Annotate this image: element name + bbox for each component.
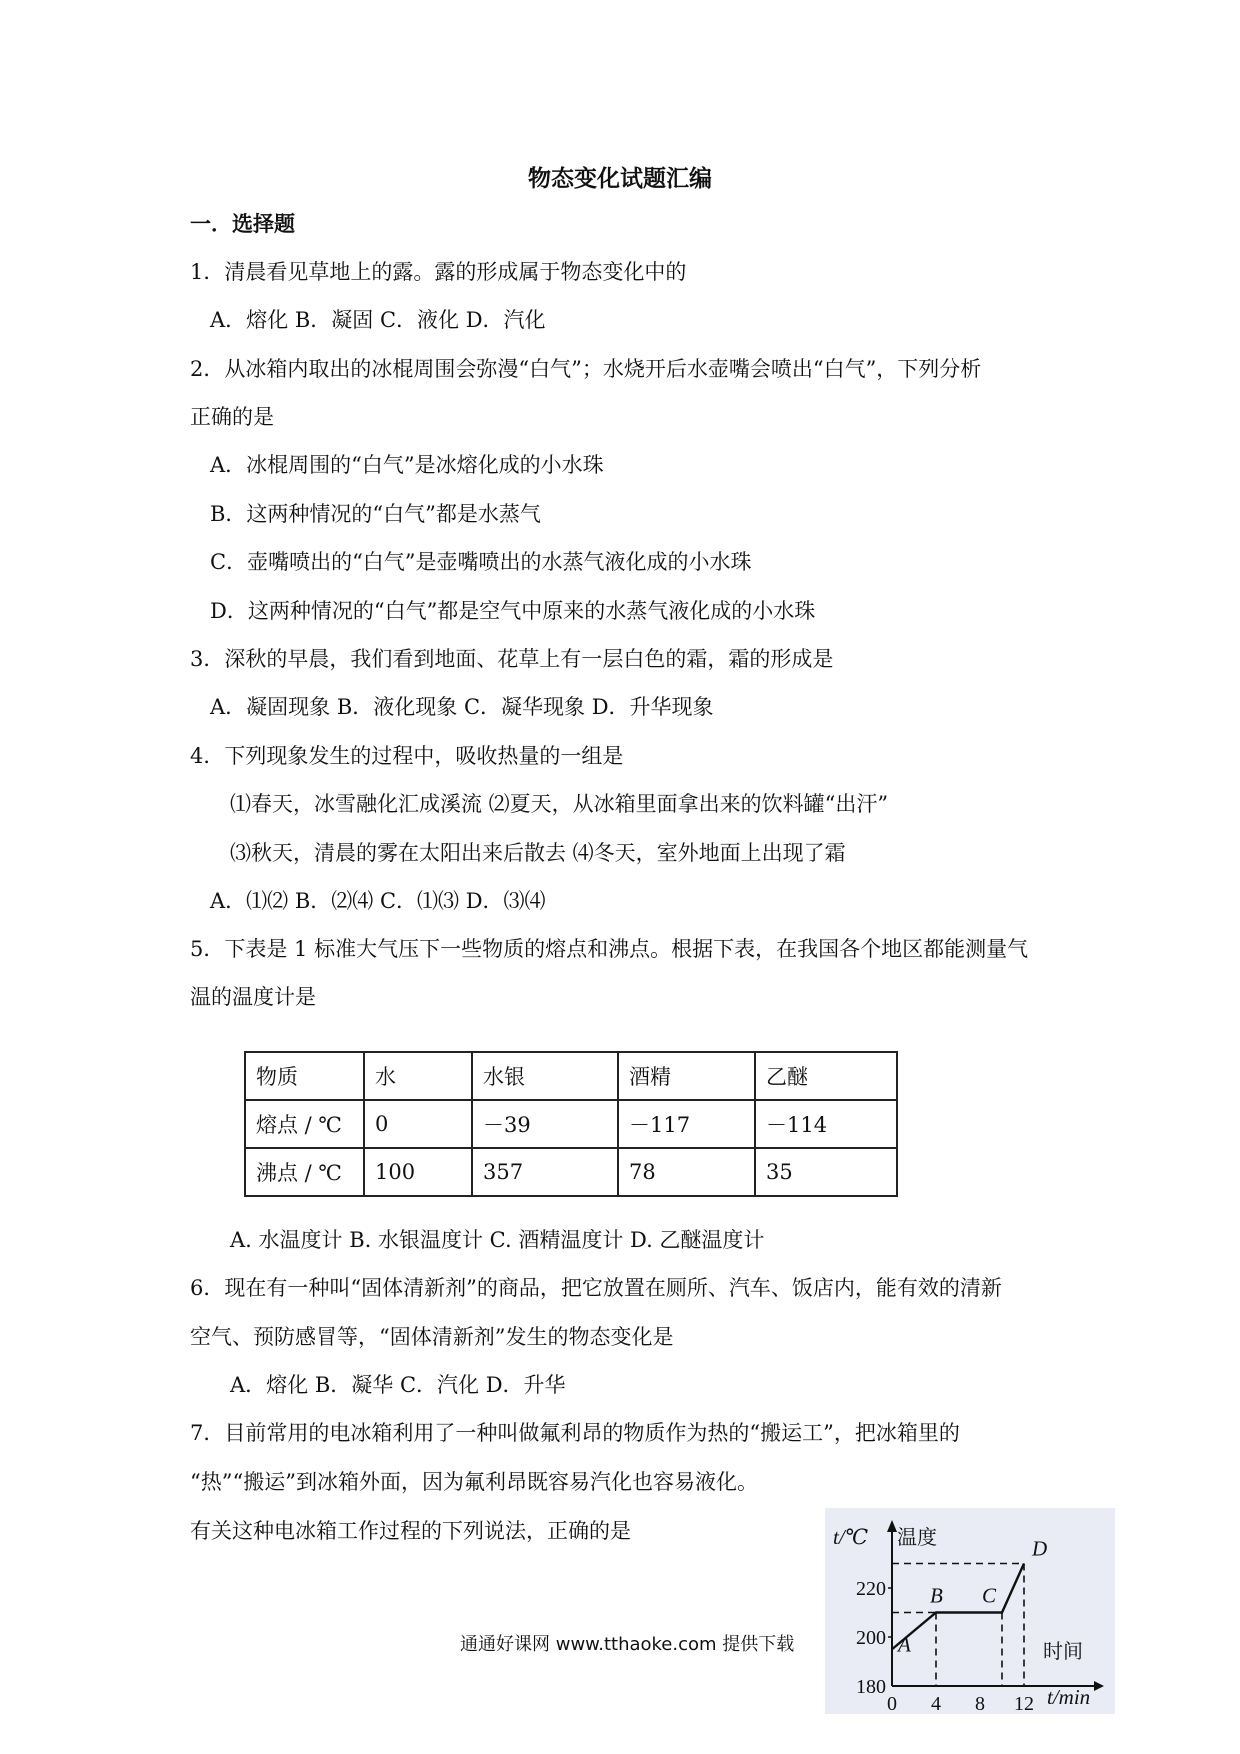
table-cell: －117 xyxy=(618,1100,755,1148)
table-cell: 0 xyxy=(364,1100,472,1148)
table-header-row xyxy=(245,1052,897,1100)
table-cell: －39 xyxy=(472,1100,618,1148)
table-cell: 酒精 xyxy=(618,1052,755,1100)
table-cell: 熔点 / ℃ xyxy=(245,1100,364,1148)
y-tick-label: 180 xyxy=(856,1676,886,1698)
table-cell: 乙醚 xyxy=(755,1052,897,1100)
question-5-options: A. 水温度计 B. 水银温度计 C. 酒精温度计 D. 乙醚温度计 xyxy=(230,1228,765,1252)
question-2-option-d: D．这两种情况的“白气”都是空气中原来的水蒸气液化成的小水珠 xyxy=(210,599,816,623)
x-tick-label: 8 xyxy=(975,1693,985,1714)
point-label-a: A xyxy=(898,1632,911,1657)
x-tick-label: 4 xyxy=(931,1693,941,1714)
section-heading: 一．选择题 xyxy=(190,212,295,236)
table-cell: 物质 xyxy=(245,1052,364,1100)
table-cell: 水 xyxy=(364,1052,472,1100)
question-4-items-2: ⑶秋天，清晨的雾在太阳出来后散去 ⑷冬天，室外地面上出现了霜 xyxy=(230,841,846,865)
question-2: 2．从冰箱内取出的冰棍周围会弥漫“白气”；水烧开后水壶嘴会喷出“白气”，下列分析 xyxy=(190,357,982,381)
x-axis-title: 时间 xyxy=(1043,1639,1083,1663)
table-cell: 沸点 / ℃ xyxy=(245,1148,364,1196)
question-3: 3．深秋的早晨，我们看到地面、花草上有一层白色的霜，霜的形成是 xyxy=(190,647,834,671)
table-cell: 100 xyxy=(364,1148,472,1196)
question-1-options: A．熔化 B．凝固 C．液化 D．汽化 xyxy=(210,308,546,332)
x-tick-label: 12 xyxy=(1014,1693,1034,1714)
table-cell: 水银 xyxy=(472,1052,618,1100)
question-7-prompt: 有关这种电冰箱工作过程的下列说法，正确的是 xyxy=(190,1519,631,1543)
point-label-c: C xyxy=(982,1583,997,1608)
question-6: 6．现在有一种叫“固体清新剂”的商品，把它放置在厕所、汽车、饭店内，能有效的清新 xyxy=(190,1276,1002,1300)
question-5-cont: 温的温度计是 xyxy=(190,985,316,1009)
y-axis-title: 温度 xyxy=(897,1525,937,1549)
y-axis-label: t/℃ xyxy=(833,1525,869,1549)
page-title: 物态变化试题汇编 xyxy=(528,166,712,192)
x-axis-label: t/min xyxy=(1047,1685,1091,1709)
table-cell: 78 xyxy=(618,1148,755,1196)
question-4: 4．下列现象发生的过程中，吸收热量的一组是 xyxy=(190,744,624,768)
table-row xyxy=(245,1100,897,1148)
question-6-options: A．熔化 B．凝华 C．汽化 D．升华 xyxy=(230,1373,566,1397)
melting-boiling-table xyxy=(244,1051,898,1197)
table-cell: 35 xyxy=(755,1148,897,1196)
question-4-items-1: ⑴春天，冰雪融化汇成溪流 ⑵夏天，从冰箱里面拿出来的饮料罐“出汗” xyxy=(230,792,889,816)
question-2-option-b: B．这两种情况的“白气”都是水蒸气 xyxy=(210,502,541,526)
temperature-time-graph xyxy=(825,1508,1115,1714)
point-label-b: B xyxy=(930,1583,943,1608)
question-7-cont: “热”“搬运”到冰箱外面，因为氟利昂既容易汽化也容易液化。 xyxy=(190,1470,758,1494)
question-4-options: A．⑴⑵ B．⑵⑷ C．⑴⑶ D．⑶⑷ xyxy=(210,889,546,913)
y-tick-label: 200 xyxy=(856,1627,886,1649)
y-tick-label: 220 xyxy=(856,1578,886,1600)
question-6-cont: 空气、预防感冒等，“固体清新剂”发生的物态变化是 xyxy=(190,1325,674,1349)
question-2-option-a: A．冰棍周围的“白气”是冰熔化成的小水珠 xyxy=(210,453,604,477)
point-label-d: D xyxy=(1032,1536,1048,1561)
table-cell: 357 xyxy=(472,1148,618,1196)
question-7: 7．目前常用的电冰箱利用了一种叫做氟利昂的物质作为热的“搬运工”，把冰箱里的 xyxy=(190,1421,960,1445)
question-1: 1．清晨看见草地上的露。露的形成属于物态变化中的 xyxy=(190,260,687,284)
table-cell: －114 xyxy=(755,1100,897,1148)
footer-credit: 通通好课网 www.tthaoke.com 提供下载 xyxy=(460,1634,795,1655)
question-5: 5．下表是 1 标准大气压下一些物质的熔点和沸点。根据下表，在我国各个地区都能测量气 xyxy=(190,937,1029,961)
table-row xyxy=(245,1148,897,1196)
question-2-option-c: C．壶嘴喷出的“白气”是壶嘴喷出的水蒸气液化成的小水珠 xyxy=(210,550,752,574)
question-3-options: A．凝固现象 B．液化现象 C．凝华现象 D．升华现象 xyxy=(210,695,714,719)
x-tick-label: 0 xyxy=(887,1693,897,1714)
question-2-cont: 正确的是 xyxy=(190,405,274,429)
